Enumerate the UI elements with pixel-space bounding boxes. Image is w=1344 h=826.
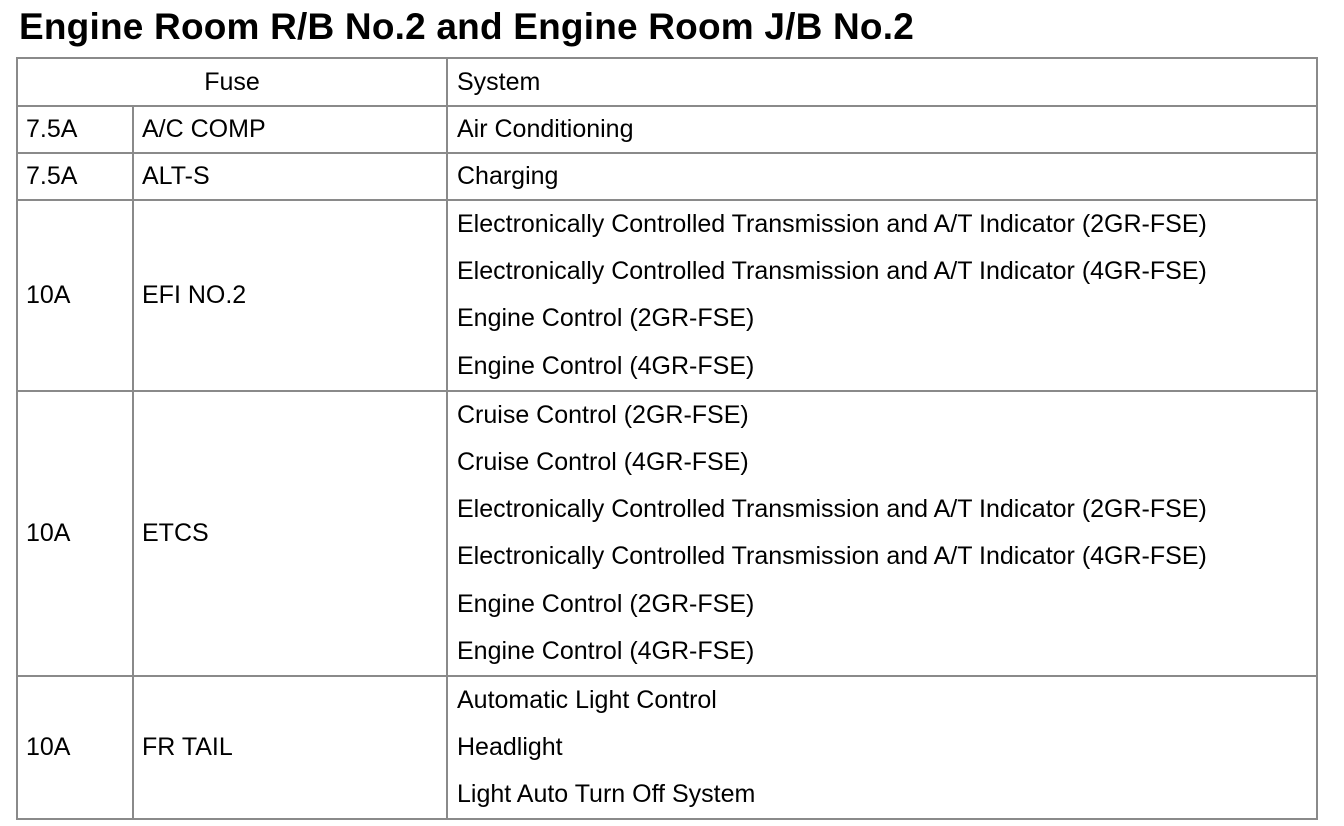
table-row: [17, 153, 1317, 200]
system-item: Electronically Controlled Transmission and A/T Indicator (2GR-FSE): [457, 210, 1207, 238]
header-row: [17, 58, 1317, 106]
system-item: Engine Control (2GR-FSE): [457, 304, 755, 333]
fuse-column-header: Fuse: [17, 58, 447, 106]
system-item: Headlight: [457, 733, 563, 762]
system-item: Engine Control (4GR-FSE): [457, 351, 755, 380]
system-cell: [447, 391, 1317, 676]
fuse-name: A/C COMP: [133, 106, 447, 153]
table-row: [17, 391, 1317, 676]
table-row: [17, 200, 1317, 391]
system-item: Electronically Controlled Transmission and A/T Indicator (4GR-FSE): [457, 542, 1207, 571]
fuse-amperage: 7.5A: [17, 153, 133, 200]
system-cell: [447, 200, 1317, 391]
fuse-name: EFI NO.2: [133, 200, 447, 391]
system-item: Air Conditioning: [447, 106, 1317, 153]
fuse-table-body: [17, 106, 1317, 819]
system-column-header: System: [447, 58, 1317, 106]
system-item: Cruise Control (4GR-FSE): [457, 447, 749, 476]
table-row: [17, 106, 1317, 153]
fuse-amperage: 7.5A: [17, 106, 133, 153]
system-item: Electronically Controlled Transmission and A/T Indicator (2GR-FSE): [457, 495, 1207, 524]
system-item: Engine Control (4GR-FSE): [457, 636, 755, 665]
table-row: [17, 676, 1317, 820]
system-item: Automatic Light Control: [457, 685, 717, 714]
system-cell: [447, 676, 1317, 820]
system-item: Charging: [447, 153, 1317, 200]
fuse-name: ETCS: [133, 391, 447, 676]
system-item: Engine Control (2GR-FSE): [457, 589, 755, 618]
fuse-table: [16, 57, 1318, 820]
system-item: Light Auto Turn Off System: [457, 780, 756, 809]
fuse-name: ALT-S: [133, 153, 447, 200]
fuse-amperage: 10A: [17, 676, 133, 820]
fuse-name: FR TAIL: [133, 676, 447, 820]
system-item: Electronically Controlled Transmission and A/T Indicator (4GR-FSE): [457, 257, 1207, 286]
fuse-amperage: 10A: [17, 391, 133, 676]
page-title: Engine Room R/B No.2 and Engine Room J/B No.2: [19, 6, 914, 47]
fuse-amperage: 10A: [17, 200, 133, 391]
system-item: Cruise Control (2GR-FSE): [457, 400, 749, 429]
